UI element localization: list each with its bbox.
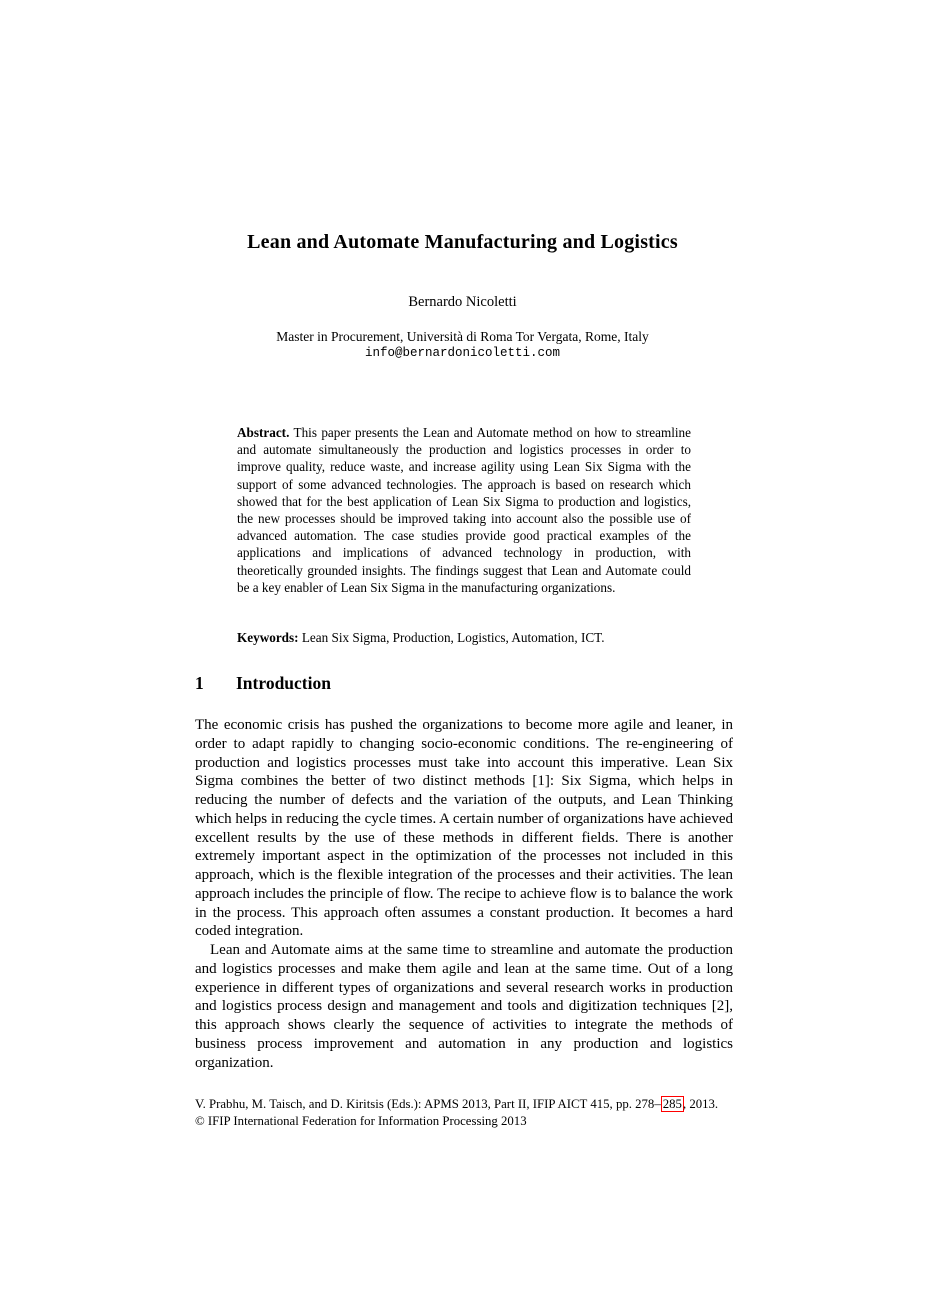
paper-title: Lean and Automate Manufacturing and Logistics [247, 231, 678, 253]
footer-citation-line [195, 1096, 733, 1113]
footer [195, 1096, 733, 1130]
abstract [237, 424, 691, 596]
abstract-text: This paper presents the Lean and Automate method on how to streamline and automate simultaneously the production and logistics processes in order to improve quality, reduce waste, and increase agility using Lean Six Sigma with the support of some advanced technologies. The approach is based on research which showed that for the best application of Lean Six Sigma to production and logistics, the new processes should be improved taking into account also the possible use of advanced automation. The case studies provide good practical examples of the applications and implications of advanced technology in production, with theoretically grounded insights. The findings suggest that Lean and Automate could be a key enabler of Lean Six Sigma in the manufacturing organizations. [237, 425, 691, 595]
paragraph: Lean and Automate aims at the same time to streamline and automate the production and logistics processes and make them agile and lean at the same time. Out of a long experience in different types of organizations and several research works in production and logistics process design and management and tools and digitization techniques [2], this approach shows clearly the sequence of activities to integrate the methods of business process improvement and automation in any production and logistics organization. [195, 942, 733, 1071]
section-heading [195, 673, 733, 694]
abstract-label: Abstract. [237, 425, 290, 440]
keywords-label: Keywords: [237, 630, 299, 645]
keywords [237, 629, 691, 646]
author-name: Bernardo Nicoletti [408, 294, 517, 310]
footer-copyright-line: © IFIP International Federation for Information Processing 2013 [195, 1113, 527, 1128]
page-number-link[interactable]: 285 [662, 1097, 682, 1111]
body-text [195, 716, 733, 1072]
section-title: Introduction [236, 673, 331, 693]
section-number: 1 [195, 673, 204, 693]
footer-citation-tail: , 2013. [682, 1097, 719, 1111]
footer-citation-text: V. Prabhu, M. Taisch, and D. Kiritsis (Eds.): APMS 2013, Part II, IFIP AICT 415, pp. 278– [195, 1097, 661, 1111]
author-affiliation: Master in Procurement, Università di Roma Tor Vergata, Rome, Italy [276, 329, 649, 344]
keywords-text: Lean Six Sigma, Production, Logistics, Automation, ICT. [298, 630, 605, 645]
author-email: info@bernardonicoletti.com [364, 346, 561, 360]
paragraph: The economic crisis has pushed the organizations to become more agile and leaner, in order to adapt rapidly to changing socio-economic conditions. The re-engineering of production and logistics processes must take into account this imperative. Lean Six Sigma combines the better of two distinct methods [1]: Six Sigma, which helps in reducing the number of defects and the variation of the outputs, and Lean Thinking which helps in reducing the cycle times. A certain number of organizations have achieved excellent results by the use of these methods in different fields. There is another extremely important aspect in the optimization of the processes not included in this approach, which is the flexible integration of the processes and their activities. The lean approach includes the principle of flow. The recipe to achieve flow is to balance the work in the process. This approach often assumes a constant production. It becomes a hard coded integration. [195, 717, 733, 940]
